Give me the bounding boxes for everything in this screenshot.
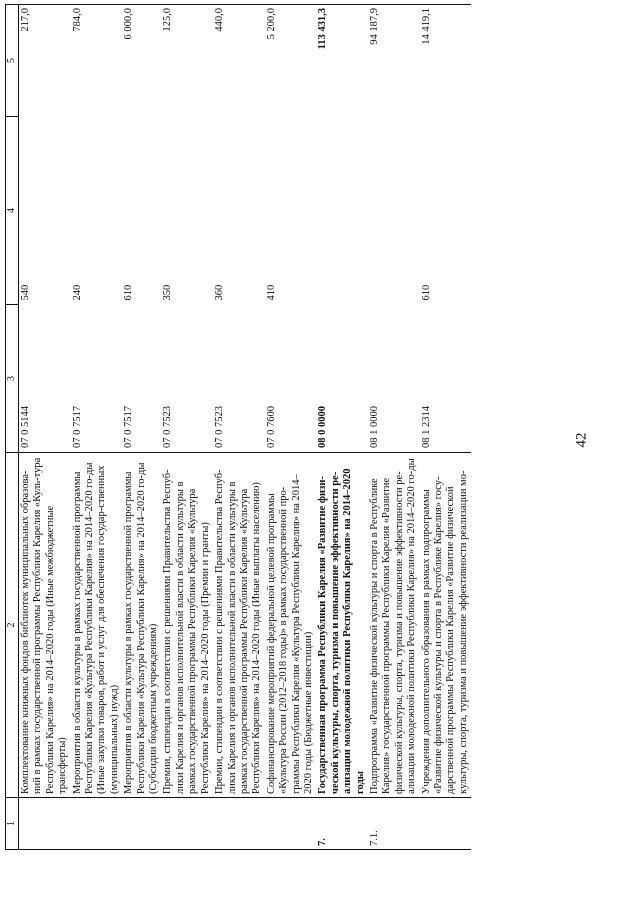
row-type: 350 <box>162 284 174 301</box>
row-type <box>368 117 420 305</box>
row-code: 07 0 7600 <box>265 406 277 448</box>
row-name: Мероприятия в области культуры в рамках государственной программы Республики Карелия «Культура Республики Карелия» на 2014–2020 го-ды (Субсидии бюджетным учреждениям) <box>122 453 161 798</box>
table-row-program <box>316 5 368 850</box>
row-name: Премии, стипендии в соответствии с решениями Правительства Респуб-лики Карелия и органов исполнительной власти в области культуры в рамках государственной программы Республики Карелия «Культура Республики Карелия» на 2014–2020 годы (Премии и гранты) <box>161 453 213 798</box>
row-code: 07 0 7523 <box>162 406 174 448</box>
row-name: Комплектование книжных фондов библиотек муниципальных образова-ний в рамках государственной программы Республики Карелия «Куль-тура Республики Карелия» на 2014–2020 годы (Иные межбюджетные трансферты) <box>19 453 71 798</box>
row-code: 08 1 0000 <box>368 406 380 448</box>
page-number: 42 <box>573 432 590 448</box>
table-row <box>161 5 213 850</box>
table-row <box>71 5 123 850</box>
row-code: 08 0 0000 <box>317 406 329 448</box>
row-code: 08 1 2314 <box>420 406 432 448</box>
row-number <box>19 798 71 850</box>
row-number: 7.1. <box>368 798 420 850</box>
header-cell-2: 2 <box>6 453 19 798</box>
row-type: 610 <box>123 284 135 301</box>
row-code: 07 0 7523 <box>214 406 226 448</box>
row-amount: 6 000,0 <box>122 5 161 117</box>
row-type: 240 <box>71 284 83 301</box>
table-row <box>213 5 265 850</box>
row-amount: 125,0 <box>161 5 213 117</box>
row-number <box>122 798 161 850</box>
row-type: 540 <box>20 284 31 301</box>
row-amount: 113 431,3 <box>316 5 368 117</box>
row-name: Подпрограмма «Развитие физической культуры и спорта в Республике Карелия» государственной программы Республики Карелия «Развитие физической культуры, спорта, туризма и повышение эффективности ре-ализации молодежной политики Республики Карелия» на 2014–2020 го-ды <box>368 453 420 798</box>
budget-table <box>5 4 471 850</box>
table-row <box>122 5 161 850</box>
row-amount: 14 419,1 <box>420 5 472 117</box>
row-amount: 784,0 <box>71 5 123 117</box>
header-cell-4: 4 <box>6 117 19 305</box>
row-number <box>213 798 265 850</box>
row-number <box>161 798 213 850</box>
row-amount: 94 187,9 <box>368 5 420 117</box>
row-type: 410 <box>265 284 277 301</box>
row-amount: 440,0 <box>213 5 265 117</box>
table-header-row <box>6 5 19 850</box>
row-name: Софинансирование мероприятий федеральной целевой программы «Культура России (2012–2018 годы)» в рамках государственной про-граммы Республики Карелия «Культура Республики Карелия» на 2014–2020 годы (Бюджетные инвестиции) <box>265 453 317 798</box>
header-cell-5: 5 <box>6 5 19 117</box>
table-row-subprogram <box>368 5 420 850</box>
row-amount: 5 200,0 <box>265 5 317 117</box>
header-cell-3: 3 <box>6 305 19 453</box>
row-code: 07 0 5144 <box>20 406 31 448</box>
row-number: 7. <box>316 798 368 850</box>
table-row <box>420 5 472 850</box>
row-code: 07 0 7517 <box>71 406 83 448</box>
row-name: Премии, стипендии в соответствии с решениями Правительства Респуб-лики Карелия и органов исполнительной власти в области культуры в рамках государственной программы Республики Карелия «Культура Республики Карелия» на 2014–2020 годы (Иные выплаты населению) <box>213 453 265 798</box>
rotated-page <box>5 5 565 850</box>
row-name: Государственная программа Республики Карелия «Развитие физи-ческой культуры, спорта, туризма и повышение эффективности ре-ализации молодежной политики Республики Карелия» на 2014–2020 годы <box>316 453 368 798</box>
row-type: 360 <box>214 284 226 301</box>
header-cell-1: 1 <box>6 798 19 850</box>
row-number <box>265 798 317 850</box>
table-row <box>19 5 71 850</box>
row-number <box>420 798 472 850</box>
table-row <box>265 5 317 850</box>
row-type <box>316 117 368 305</box>
row-number <box>71 798 123 850</box>
row-amount: 217,0 <box>19 5 71 117</box>
row-code: 07 0 7517 <box>123 406 135 448</box>
row-name: Мероприятия в области культуры в рамках государственной программы Республики Карелия «Культура Республики Карелия» на 2014–2020 го-ды (Иные закупки товаров, работ и услуг для обеспечения государ-ственных (муниципальных) нужд) <box>71 453 123 798</box>
row-type: 610 <box>420 284 432 301</box>
row-name: Учреждения дополнительного образования в рамках подпрограммы «Развитие физической культуры и спорта в Республике Карелия» госу-дарственной программы Республики Карелия «Развитие физической культуры, спорта, туризма и повышение эффективности реализации мо- <box>420 453 472 798</box>
